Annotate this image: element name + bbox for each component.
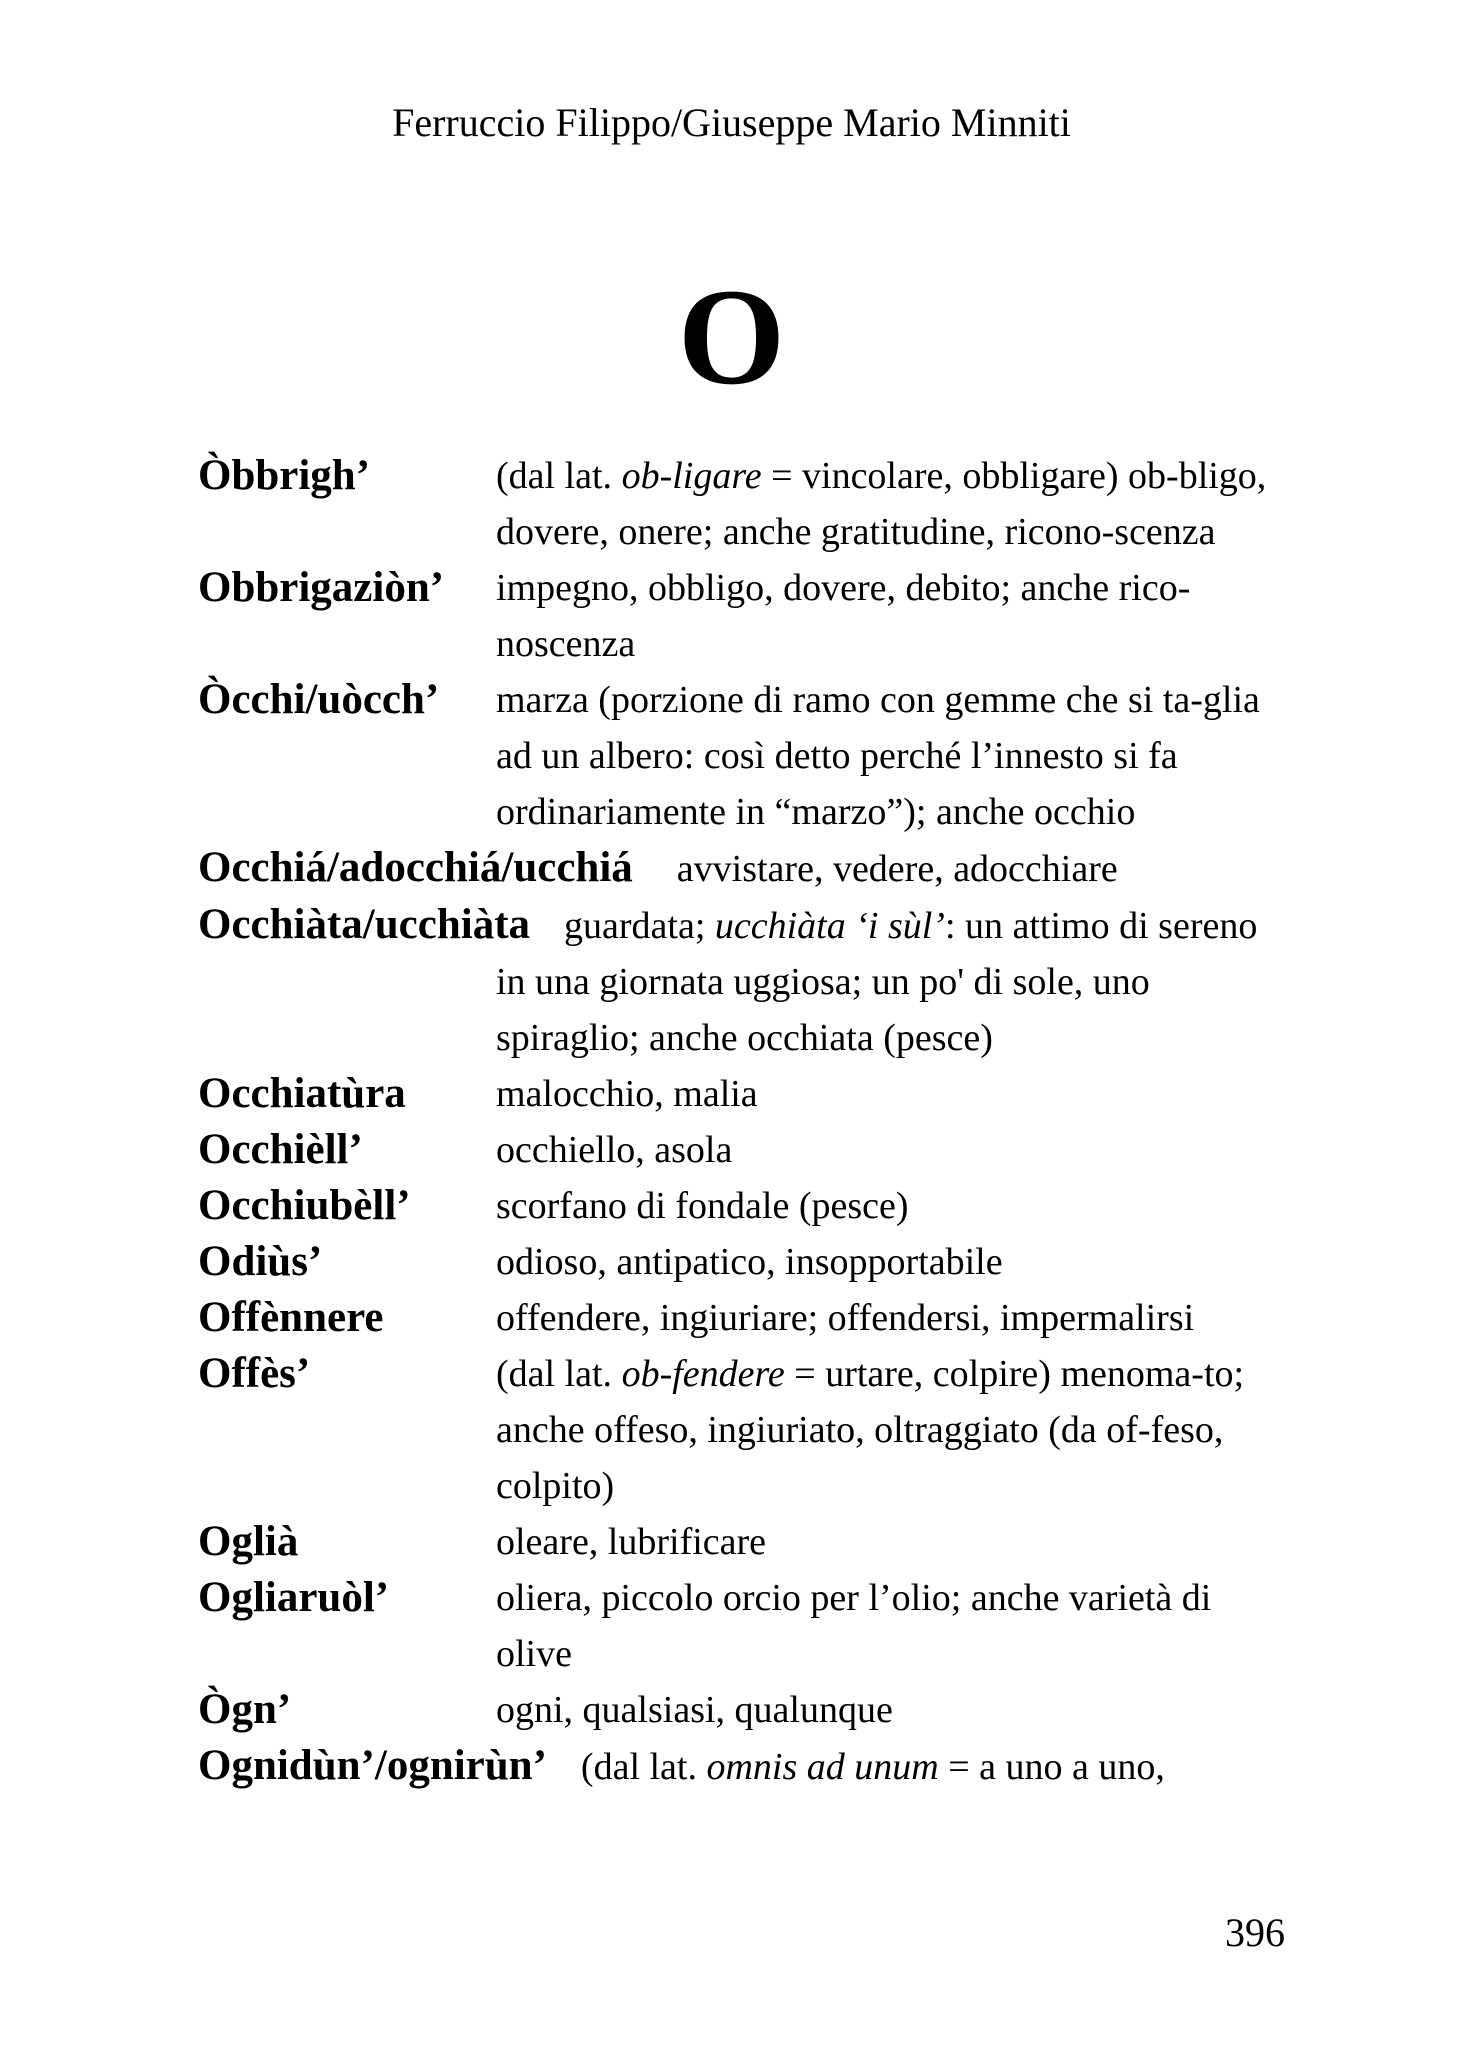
entry-term: Oglià [198,1518,299,1565]
dictionary-entry [198,560,1288,672]
dictionary-entry [198,1290,1288,1346]
entry-term: Ogliaruòl’ [198,1574,390,1621]
entry-term: Occhièll’ [198,1126,363,1173]
entry-definition: impegno, obbligo, dovere, debito; anche rico-noscenza [496,567,1191,665]
entry-definition: avvistare, vedere, adocchiare [676,848,1118,890]
entry-term: Ògn’ [198,1686,292,1733]
entry-term: Ognidùn’/ognirùn’ [198,1742,547,1789]
dictionary-entry [198,1570,1288,1682]
entry-definition: marza (porzione di ramo con gemme che si ta-glia ad un albero: così detto perché l’innesto si fa ordinariamente in “marzo”); anche occhio [496,679,1260,833]
dictionary-entry [198,1234,1288,1290]
entry-definition: offendere, ingiuriare; offendersi, impermalirsi [496,1297,1195,1339]
entry-definition: oliera, piccolo orcio per l’olio; anche varietà di olive [496,1577,1212,1675]
entry-definition: (dal lat. ob-fendere = urtare, colpire) menoma-to; anche offeso, ingiuriato, oltraggiato (da of-feso, colpito) [496,1353,1245,1507]
entry-definition: odioso, antipatico, insopportabile [496,1241,1003,1283]
entry-definition: malocchio, malia [496,1073,758,1115]
entry-term: Òbbrigh’ [198,452,371,499]
entry-definition: ogni, qualsiasi, qualunque [496,1689,893,1731]
entry-term: Offès’ [198,1350,311,1397]
dictionary-entry [198,1178,1288,1234]
page-number: 396 [1225,1910,1285,1955]
entry-term: Odiùs’ [198,1238,323,1285]
dictionary-entry [198,1514,1288,1570]
entry-definition: (dal lat. ob-ligare = vincolare, obbligare) ob-bligo, dovere, onere; anche gratitudine, ricono-scenza [496,455,1267,553]
dictionary-entry [198,840,1288,897]
dictionary-entry [198,448,1288,560]
entry-term: Offènnere [198,1294,384,1341]
dictionary-entry [198,1346,1288,1514]
dictionary-entry [198,897,1288,1066]
entry-definition: oleare, lubrificare [496,1521,767,1563]
entry-definition: guardata; ucchiàta ‘i sùl’: un attimo di sereno in una giornata uggiosa; un po' di sole, uno spiraglio; anche occhiata (pesce) [496,905,1258,1059]
dictionary-entry [198,672,1288,840]
entry-term: Occhiá/adocchiá/ucchiá [198,844,633,891]
entry-term: Occhiatùra [198,1070,406,1117]
entry-definition: scorfano di fondale (pesce) [496,1185,909,1227]
entry-definition: (dal lat. omnis ad unum = a uno a uno, [580,1746,1165,1788]
dictionary-entry [198,1682,1288,1738]
entry-term: Occhiàta/ucchiàta [198,901,531,948]
entry-term: Òcchi/uòcch’ [198,676,440,723]
dictionary-entries [198,448,1288,1795]
dictionary-entry [198,1738,1288,1795]
entry-term: Occhiubèll’ [198,1182,411,1229]
section-letter: O [677,260,786,413]
dictionary-entry [198,1122,1288,1178]
running-header: Ferruccio Filippo/Giuseppe Mario Minniti [392,100,1071,145]
entry-definition: occhiello, asola [496,1129,733,1171]
entry-term: Obbrigaziòn’ [198,564,445,611]
dictionary-entry [198,1066,1288,1122]
